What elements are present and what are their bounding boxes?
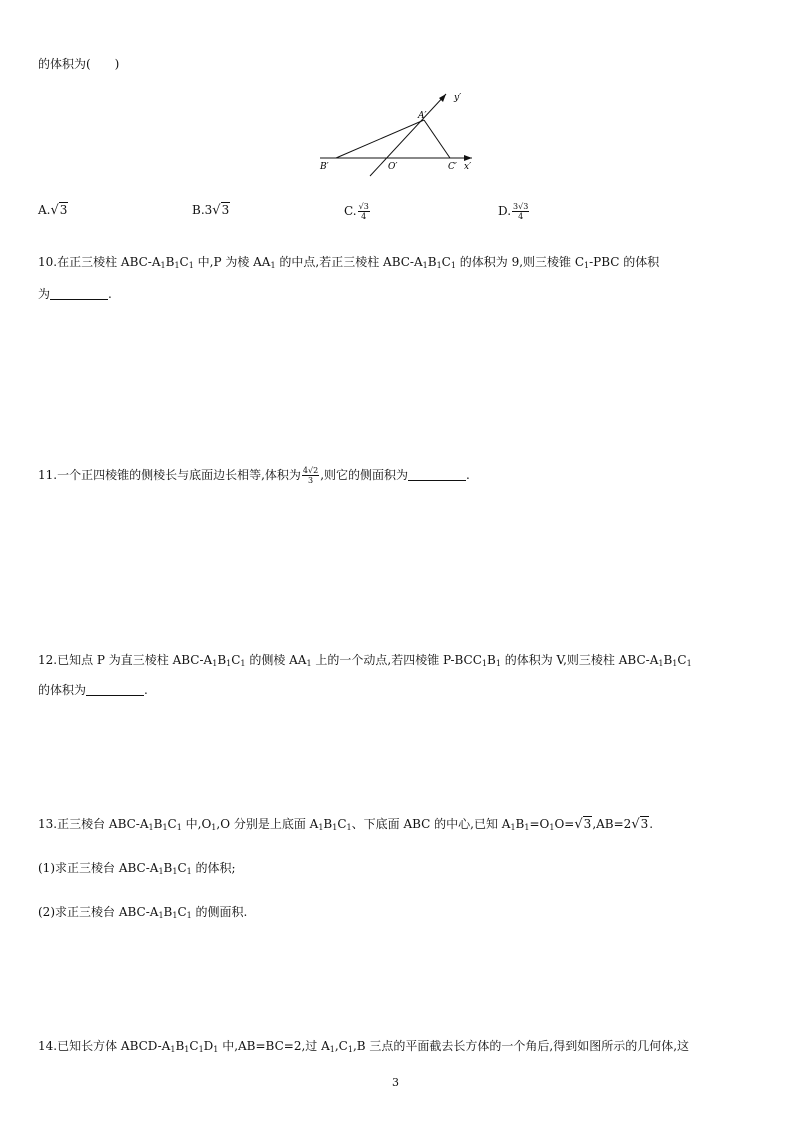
frac-radicand: 3 [363, 202, 369, 211]
answer-blank[interactable] [50, 287, 108, 300]
frac-coef: 3 [513, 202, 519, 211]
label-y: y′ [454, 93, 462, 103]
answer-blank[interactable] [408, 468, 466, 481]
q12-line1: 12.已知点 P 为直三棱柱 ABC-$A_1B_1C_1$ 的侧棱 $AA_1$ 上的一个动点,若四棱锥 $P-BCC_1B_1$ 的体积为 V,则三棱柱 ABC-$A_1B_1C_1$ [38, 653, 692, 668]
choice-c-prefix: C. [344, 204, 357, 218]
answer-blank[interactable] [86, 683, 144, 696]
choice-b[interactable] [192, 202, 230, 219]
choice-d-prefix: D. [498, 204, 512, 218]
choice-a[interactable] [38, 202, 68, 219]
q12-line2: 的体积为 . [38, 683, 148, 697]
q9-oblique-figure [318, 88, 478, 178]
page-number: 3 [392, 1076, 399, 1089]
sqrt-symbol: √3 [574, 817, 592, 832]
fraction: $\frac{4√2}{3}$ [302, 466, 319, 485]
q13-sub1: (1)求正三棱台 ABC-$A_1B_1C_1$ 的体积; [38, 861, 236, 876]
radicand: 3 [59, 203, 68, 217]
q13-stem: 13.正三棱台 ABC-$A_1B_1C_1$ 中$,O_1,O$ 分别是上底面 $A_1B_1C_1$、下底面 ABC 的中心,已知 $A_1B_1=O_1O=√3,AB=2√3$. [38, 817, 654, 832]
frac-radicand: 3 [523, 202, 529, 211]
choice-b-prefix: B.3 [192, 203, 213, 217]
q10-line2: 为 . [38, 287, 112, 301]
label-b: B′ [320, 162, 329, 172]
sqrt-symbol: √3 [212, 203, 230, 218]
sqrt-symbol: √3 [631, 817, 649, 832]
choice-c[interactable] [344, 202, 371, 221]
segment-ba [336, 120, 424, 158]
choice-d[interactable] [498, 202, 530, 221]
fraction: $\frac{3√3}{4}$ [513, 202, 529, 221]
q13-sub2: (2)求正三棱台 ABC-$A_1B_1C_1$ 的侧面积. [38, 905, 248, 920]
choice-a-prefix: A. [38, 203, 51, 217]
label-o: O′ [388, 162, 398, 172]
frac-denominator: 4 [518, 212, 524, 221]
frac-denominator: 4 [361, 212, 367, 221]
radicand: 3 [221, 203, 230, 217]
q10-line1: 10.在正三棱柱 ABC-$A_1B_1C_1$ 中,P 为棱 $AA_1$ 的中点,若正三棱柱 ABC-$A_1B_1C_1$ 的体积为 9,则三棱锥 $C_1$-PBC 的体积 [38, 255, 660, 270]
label-x: x′ [464, 162, 472, 172]
segment-ac [424, 120, 450, 158]
label-a: A′ [418, 111, 427, 121]
q11-line: 11.一个正四棱锥的侧棱长与底面边长相等,体积为 $\frac{4√2}{3}$ ,则它的侧面积为 . [38, 466, 470, 485]
fraction: $\frac{√3}{4}$ [358, 202, 369, 221]
x-axis-arrow [464, 155, 472, 161]
q14-line: 14.已知长方体 ABCD-$A_1B_1C_1D_1$ 中,AB=BC=2,过 $A_1,C_1,B$ 三点的平面截去长方体的一个角后,得到如图所示的几何体,这 [38, 1039, 690, 1054]
sqrt-symbol: √3 [50, 203, 68, 218]
q9-stem-tail: 的体积为( ) [38, 57, 120, 71]
label-c: C′ [448, 162, 457, 172]
